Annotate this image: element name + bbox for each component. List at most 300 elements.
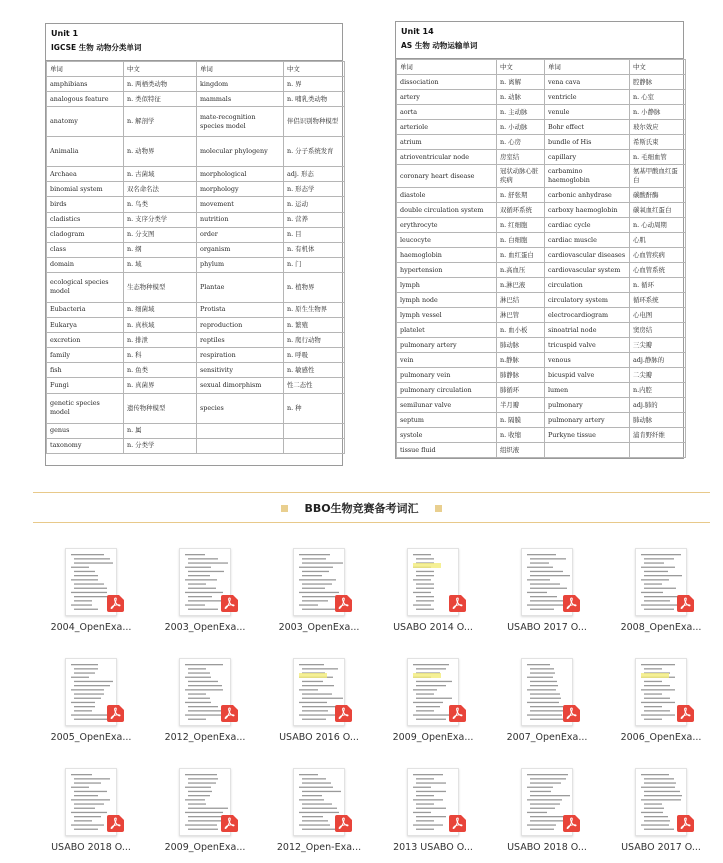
term-cell: cardiac muscle: [545, 233, 630, 248]
table-header-row: [397, 60, 686, 75]
term-cell: phylum: [197, 257, 284, 272]
term-cell: anatomy: [47, 107, 124, 137]
file-item[interactable]: [35, 658, 147, 754]
translation-cell: adj.静脉的: [630, 353, 686, 368]
table-row: [397, 248, 686, 263]
file-name[interactable]: 2009_OpenExa...: [392, 732, 474, 743]
pdf-icon: [221, 595, 238, 612]
translation-cell: 伴侣识别物种模型: [284, 107, 345, 137]
translation-cell: 心血管系统: [630, 263, 686, 278]
file-item[interactable]: [377, 768, 489, 863]
table-row: [47, 378, 345, 393]
translation-cell: 希斯氏束: [630, 135, 686, 150]
translation-cell: n. 分支图: [124, 227, 197, 242]
translation-cell: n. 循环: [630, 278, 686, 293]
translation-cell: [284, 438, 345, 453]
term-cell: ecological species model: [47, 272, 124, 302]
translation-cell: n. 科: [124, 348, 197, 363]
term-cell: cladistics: [47, 212, 124, 227]
table-row: [397, 150, 686, 165]
divider: [33, 492, 710, 493]
term-cell: arteriole: [397, 120, 497, 135]
file-thumbnail[interactable]: [397, 548, 469, 618]
translation-cell: 循环系统: [630, 293, 686, 308]
table-row: [47, 423, 345, 438]
translation-cell: n. 种: [284, 393, 345, 423]
translation-cell: n. 血红蛋白: [497, 248, 545, 263]
translation-cell: 碳氧血红蛋白: [630, 203, 686, 218]
translation-cell: n. 心室: [630, 90, 686, 105]
translation-cell: n. 呼吸: [284, 348, 345, 363]
term-cell: pulmonary vein: [397, 368, 497, 383]
column-header: 单词: [545, 60, 630, 75]
file-name[interactable]: 2012_OpenExa...: [164, 732, 246, 743]
file-item[interactable]: [491, 548, 603, 644]
translation-cell: n. 目: [284, 227, 345, 242]
term-cell: molecular phylogeny: [197, 137, 284, 167]
column-header: 中文: [630, 60, 686, 75]
column-header: 中文: [497, 60, 545, 75]
term-cell: artery: [397, 90, 497, 105]
table-row: [47, 77, 345, 92]
pdf-icon: [677, 815, 694, 832]
file-thumbnail[interactable]: [397, 658, 469, 728]
translation-cell: 窦房结: [630, 323, 686, 338]
vocab-table: [396, 59, 686, 458]
file-name[interactable]: 2008_OpenExa...: [620, 622, 702, 633]
file-thumbnail[interactable]: [511, 768, 583, 838]
file-thumbnail[interactable]: [511, 658, 583, 728]
translation-cell: 腔静脉: [630, 75, 686, 90]
term-cell: amphibians: [47, 77, 124, 92]
translation-cell: n. 红细胞: [497, 218, 545, 233]
file-thumbnail[interactable]: [625, 658, 697, 728]
term-cell: birds: [47, 197, 124, 212]
translation-cell: n. 心动周期: [630, 218, 686, 233]
translation-cell: 淋巴结: [497, 293, 545, 308]
term-cell: mate-recognition species model: [197, 107, 284, 137]
table-row: [47, 167, 345, 182]
term-cell: tissue fluid: [397, 443, 497, 458]
term-cell: carbonic anhydrase: [545, 188, 630, 203]
term-cell: family: [47, 348, 124, 363]
file-item[interactable]: [377, 548, 489, 644]
table-row: [47, 137, 345, 167]
term-cell: sexual dimorphism: [197, 378, 284, 393]
term-cell: Eubacteria: [47, 302, 124, 317]
divider: [33, 522, 710, 523]
translation-cell: n. 两栖类动物: [124, 77, 197, 92]
sheet-title: AS 生物 动物运输单词: [401, 41, 478, 50]
file-item[interactable]: [149, 658, 261, 754]
term-cell: semilunar valve: [397, 398, 497, 413]
file-name[interactable]: USABO 2016 O...: [279, 732, 359, 743]
term-cell: vein: [397, 353, 497, 368]
table-row: [47, 92, 345, 107]
translation-cell: n. 解剖学: [124, 107, 197, 137]
translation-cell: n. 小静脉: [630, 105, 686, 120]
translation-cell: 半月瓣: [497, 398, 545, 413]
file-name[interactable]: USABO 2017 O...: [507, 622, 587, 633]
translation-cell: 遗传物种模型: [124, 393, 197, 423]
translation-cell: n. 形态学: [284, 182, 345, 197]
term-cell: diastole: [397, 188, 497, 203]
column-header: 单词: [397, 60, 497, 75]
table-row: [397, 188, 686, 203]
table-row: [47, 227, 345, 242]
column-header: 单词: [47, 62, 124, 77]
pdf-icon: [335, 815, 352, 832]
column-header: 中文: [284, 62, 345, 77]
file-thumbnail[interactable]: [283, 768, 355, 838]
file-thumbnail[interactable]: [169, 768, 241, 838]
pdf-icon: [677, 705, 694, 722]
table-row: [47, 107, 345, 137]
file-thumbnail[interactable]: [625, 548, 697, 618]
term-cell: species: [197, 393, 284, 423]
translation-cell: n. 分子系统发育: [284, 137, 345, 167]
term-cell: reptiles: [197, 333, 284, 348]
translation-cell: 组织液: [497, 443, 545, 458]
translation-cell: n. 营养: [284, 212, 345, 227]
file-item[interactable]: [149, 768, 261, 863]
square-bullet-icon: [281, 505, 288, 512]
term-cell: Fungi: [47, 378, 124, 393]
translation-cell: n. 真菌界: [124, 378, 197, 393]
term-cell: [197, 423, 284, 438]
translation-cell: 心肌: [630, 233, 686, 248]
file-thumbnail[interactable]: [169, 548, 241, 618]
term-cell: ventricle: [545, 90, 630, 105]
term-cell: carboxy haemoglobin: [545, 203, 630, 218]
file-item[interactable]: [149, 548, 261, 644]
file-thumbnail[interactable]: [511, 548, 583, 618]
translation-cell: n. 收缩: [497, 428, 545, 443]
file-item[interactable]: [263, 658, 375, 754]
pdf-icon: [563, 705, 580, 722]
table-row: [397, 368, 686, 383]
term-cell: cardiovascular system: [545, 263, 630, 278]
translation-cell: 三尖瓣: [630, 338, 686, 353]
table-row: [397, 203, 686, 218]
translation-cell: 玻尔效应: [630, 120, 686, 135]
translation-cell: n. 白细胞: [497, 233, 545, 248]
translation-cell: 房室结: [497, 150, 545, 165]
file-thumbnail[interactable]: [55, 548, 127, 618]
translation-cell: n. 鱼类: [124, 363, 197, 378]
term-cell: double circulation system: [397, 203, 497, 218]
term-cell: movement: [197, 197, 284, 212]
translation-cell: n. 细菌域: [124, 302, 197, 317]
table-row: [397, 398, 686, 413]
file-name[interactable]: 2009_OpenExa...: [164, 842, 246, 853]
pdf-icon: [221, 815, 238, 832]
file-name[interactable]: USABO 2018 O...: [507, 842, 587, 853]
file-name[interactable]: USABO 2017 O...: [621, 842, 701, 853]
file-name[interactable]: USABO 2018 O...: [51, 842, 131, 853]
table-row: [397, 105, 686, 120]
translation-cell: 碳酸酐酶: [630, 188, 686, 203]
term-cell: order: [197, 227, 284, 242]
translation-cell: n. 动物界: [124, 137, 197, 167]
translation-cell: n. 舒张期: [497, 188, 545, 203]
file-item[interactable]: [377, 658, 489, 754]
table-row: [47, 182, 345, 197]
term-cell: pulmonary: [545, 398, 630, 413]
translation-cell: 浦肯野纤维: [630, 428, 686, 443]
translation-cell: n.淋巴液: [497, 278, 545, 293]
sheet-title: IGCSE 生物 动物分类单词: [51, 43, 142, 52]
pdf-icon: [449, 595, 466, 612]
file-thumbnail[interactable]: [283, 548, 355, 618]
translation-cell: n. 属: [124, 423, 197, 438]
table-row: [47, 212, 345, 227]
file-item[interactable]: [491, 658, 603, 754]
table-row: [47, 242, 345, 257]
table-row: [397, 353, 686, 368]
file-item[interactable]: [605, 768, 717, 863]
file-name[interactable]: 2003_OpenExa...: [164, 622, 246, 633]
term-cell: atrioventricular node: [397, 150, 497, 165]
term-cell: nutrition: [197, 212, 284, 227]
translation-cell: 淋巴管: [497, 308, 545, 323]
table-row: [47, 272, 345, 302]
file-name[interactable]: 2012_Open-Exa...: [276, 842, 362, 853]
translation-cell: n. 界: [284, 77, 345, 92]
term-cell: lymph node: [397, 293, 497, 308]
table-row: [397, 278, 686, 293]
table-row: [47, 257, 345, 272]
section-banner: [0, 498, 723, 518]
file-name[interactable]: 2006_OpenExa...: [620, 732, 702, 743]
term-cell: venule: [545, 105, 630, 120]
term-cell: cardiovascular diseases: [545, 248, 630, 263]
term-cell: septum: [397, 413, 497, 428]
term-cell: haemoglobin: [397, 248, 497, 263]
translation-cell: n. 域: [124, 257, 197, 272]
term-cell: pulmonary artery: [545, 413, 630, 428]
vocab-sheet-unit-1[interactable]: [45, 23, 343, 466]
translation-cell: n.高血压: [497, 263, 545, 278]
term-cell: excretion: [47, 333, 124, 348]
vocab-table: [46, 61, 345, 454]
translation-cell: n. 排泄: [124, 333, 197, 348]
vocab-sheet-unit-14[interactable]: [395, 21, 684, 459]
file-name[interactable]: USABO 2014 O...: [393, 622, 473, 633]
term-cell: cladogram: [47, 227, 124, 242]
translation-cell: n. 爬行动物: [284, 333, 345, 348]
translation-cell: 双名命名法: [124, 182, 197, 197]
file-name[interactable]: 2007_OpenExa...: [506, 732, 588, 743]
table-row: [47, 197, 345, 212]
term-cell: circulatory system: [545, 293, 630, 308]
file-thumbnail[interactable]: [55, 658, 127, 728]
pdf-icon: [335, 595, 352, 612]
translation-cell: 二尖瓣: [630, 368, 686, 383]
translation-cell: n. 血小板: [497, 323, 545, 338]
table-row: [397, 90, 686, 105]
term-cell: [545, 443, 630, 458]
term-cell: hypertension: [397, 263, 497, 278]
term-cell: carbamino haemoglobin: [545, 165, 630, 188]
term-cell: genus: [47, 423, 124, 438]
file-thumbnail[interactable]: [625, 768, 697, 838]
term-cell: Purkyne tissue: [545, 428, 630, 443]
file-thumbnail[interactable]: [55, 768, 127, 838]
file-name[interactable]: 2005_OpenExa...: [50, 732, 132, 743]
translation-cell: 心电图: [630, 308, 686, 323]
term-cell: capillary: [545, 150, 630, 165]
translation-cell: n. 哺乳类动物: [284, 92, 345, 107]
table-row: [397, 165, 686, 188]
term-cell: Plantae: [197, 272, 284, 302]
file-name[interactable]: 2004_OpenExa...: [50, 622, 132, 633]
translation-cell: n. 门: [284, 257, 345, 272]
translation-cell: 双循环系统: [497, 203, 545, 218]
term-cell: electrocardiogram: [545, 308, 630, 323]
translation-cell: 肺静脉: [497, 368, 545, 383]
term-cell: leucocyte: [397, 233, 497, 248]
term-cell: circulation: [545, 278, 630, 293]
pdf-icon: [563, 595, 580, 612]
translation-cell: n. 真核域: [124, 318, 197, 333]
translation-cell: [630, 443, 686, 458]
term-cell: tricuspid valve: [545, 338, 630, 353]
term-cell: binomial system: [47, 182, 124, 197]
term-cell: bundle of His: [545, 135, 630, 150]
term-cell: analogous feature: [47, 92, 124, 107]
pdf-icon: [107, 705, 124, 722]
term-cell: dissociation: [397, 75, 497, 90]
translation-cell: n. 原生生物界: [284, 302, 345, 317]
term-cell: sensitivity: [197, 363, 284, 378]
term-cell: lymph: [397, 278, 497, 293]
file-item[interactable]: [605, 548, 717, 644]
table-row: [397, 338, 686, 353]
translation-cell: n. 敏感性: [284, 363, 345, 378]
term-cell: [197, 438, 284, 453]
table-row: [397, 233, 686, 248]
term-cell: reproduction: [197, 318, 284, 333]
translation-cell: n. 离解: [497, 75, 545, 90]
translation-cell: 肺动脉: [630, 413, 686, 428]
file-thumbnail[interactable]: [283, 658, 355, 728]
term-cell: Animalia: [47, 137, 124, 167]
file-name[interactable]: 2013 USABO O...: [393, 842, 473, 853]
table-row: [397, 135, 686, 150]
table-row: [47, 333, 345, 348]
file-thumbnail[interactable]: [169, 658, 241, 728]
term-cell: Eukarya: [47, 318, 124, 333]
term-cell: coronary heart disease: [397, 165, 497, 188]
pdf-icon: [335, 705, 352, 722]
file-thumbnail[interactable]: [397, 768, 469, 838]
pdf-icon: [677, 595, 694, 612]
term-cell: Protista: [197, 302, 284, 317]
translation-cell: n. 繁殖: [284, 318, 345, 333]
term-cell: Archaea: [47, 167, 124, 182]
table-row: [47, 393, 345, 423]
table-row: [397, 120, 686, 135]
file-item[interactable]: [35, 548, 147, 644]
table-row: [397, 428, 686, 443]
sheet-unit-label: Unit 14: [401, 27, 434, 36]
banner-title: BBO生物竞赛备考词汇: [304, 502, 419, 515]
sheet-header: [46, 24, 342, 61]
table-row: [47, 363, 345, 378]
table-row: [47, 318, 345, 333]
pdf-icon: [221, 705, 238, 722]
term-cell: domain: [47, 257, 124, 272]
term-cell: mammals: [197, 92, 284, 107]
translation-cell: 氨基甲酸血红蛋白: [630, 165, 686, 188]
term-cell: fish: [47, 363, 124, 378]
translation-cell: n. 运动: [284, 197, 345, 212]
table-row: [397, 323, 686, 338]
translation-cell: n. 有机体: [284, 242, 345, 257]
term-cell: Bohr effect: [545, 120, 630, 135]
sheet-header: [396, 22, 683, 59]
file-item[interactable]: [491, 768, 603, 863]
table-row: [47, 302, 345, 317]
table-row: [397, 443, 686, 458]
file-item[interactable]: [263, 768, 375, 863]
translation-cell: adj. 形态: [284, 167, 345, 182]
term-cell: erythrocyte: [397, 218, 497, 233]
translation-cell: adj.肺的: [630, 398, 686, 413]
term-cell: vena cava: [545, 75, 630, 90]
translation-cell: 冠状动脉心脏疾病: [497, 165, 545, 188]
term-cell: genetic species model: [47, 393, 124, 423]
translation-cell: 肺循环: [497, 383, 545, 398]
translation-cell: n. 动脉: [497, 90, 545, 105]
term-cell: bicuspid valve: [545, 368, 630, 383]
term-cell: atrium: [397, 135, 497, 150]
pdf-icon: [107, 815, 124, 832]
term-cell: organism: [197, 242, 284, 257]
term-cell: pulmonary artery: [397, 338, 497, 353]
term-cell: respiration: [197, 348, 284, 363]
sheet-unit-label: Unit 1: [51, 29, 79, 38]
term-cell: lymph vessel: [397, 308, 497, 323]
term-cell: sinoatrial node: [545, 323, 630, 338]
translation-cell: n. 植物界: [284, 272, 345, 302]
translation-cell: n.内腔: [630, 383, 686, 398]
file-item[interactable]: [35, 768, 147, 863]
translation-cell: n. 小动脉: [497, 120, 545, 135]
term-cell: taxonomy: [47, 438, 124, 453]
file-item[interactable]: [605, 658, 717, 754]
square-bullet-icon: [435, 505, 442, 512]
file-name[interactable]: 2003_OpenExa...: [278, 622, 360, 633]
term-cell: platelet: [397, 323, 497, 338]
table-row: [397, 263, 686, 278]
translation-cell: 生态物种模型: [124, 272, 197, 302]
pdf-icon: [563, 815, 580, 832]
column-header: 中文: [124, 62, 197, 77]
table-row: [397, 383, 686, 398]
term-cell: aorta: [397, 105, 497, 120]
translation-cell: 性二态性: [284, 378, 345, 393]
table-row: [397, 293, 686, 308]
file-item[interactable]: [263, 548, 375, 644]
translation-cell: n. 毛细血管: [630, 150, 686, 165]
translation-cell: n. 主动脉: [497, 105, 545, 120]
translation-cell: n. 古菌域: [124, 167, 197, 182]
translation-cell: n. 心房: [497, 135, 545, 150]
translation-cell: n.静脉: [497, 353, 545, 368]
pdf-icon: [107, 595, 124, 612]
